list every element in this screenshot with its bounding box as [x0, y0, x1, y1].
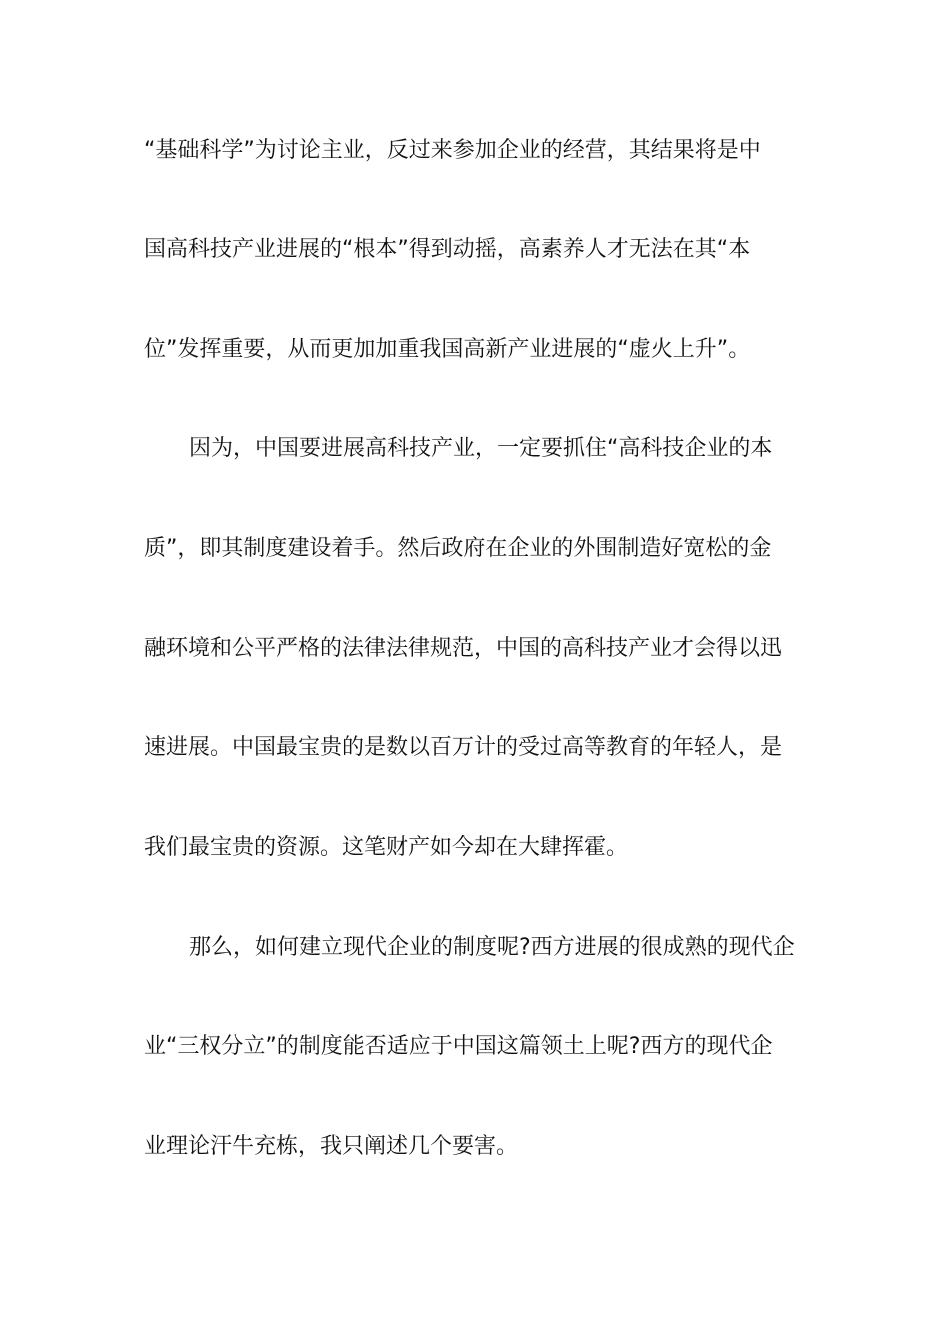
text-line: 我们最宝贵的资源。这笔财产如今却在大肆挥霍。: [144, 835, 629, 860]
text-line: “基础科学”为讨论主业，反过来参加企业的经营，其结果将是中: [144, 138, 761, 163]
paragraph-start-line: 那么，如何建立现代企业的制度呢?西方进展的很成熟的现代企: [189, 935, 795, 960]
text-line: 国高科技产业进展的“根本”得到动摇，高素养人才无法在其“本: [144, 237, 751, 262]
text-line: 融环境和公平严格的法律法律规范，中国的高科技产业才会得以迅: [144, 636, 783, 661]
paragraph-start-line: 因为，中国要进展高科技产业，一定要抓住“高科技企业的本: [189, 436, 773, 461]
text-line: 业理论汗牛充栋，我只阐述几个要害。: [144, 1134, 519, 1159]
text-line: 业“三权分立”的制度能否适应于中国这篇领土上呢?西方的现代企: [144, 1034, 773, 1059]
text-line: 位”发挥重要，从而更加加重我国高新产业进展的“虚火上升”。: [144, 337, 751, 362]
text-line: 速进展。中国最宝贵的是数以百万计的受过高等教育的年轻人，是: [144, 735, 783, 760]
text-line: 质”，即其制度建设着手。然后政府在企业的外围制造好宽松的金: [144, 536, 772, 561]
